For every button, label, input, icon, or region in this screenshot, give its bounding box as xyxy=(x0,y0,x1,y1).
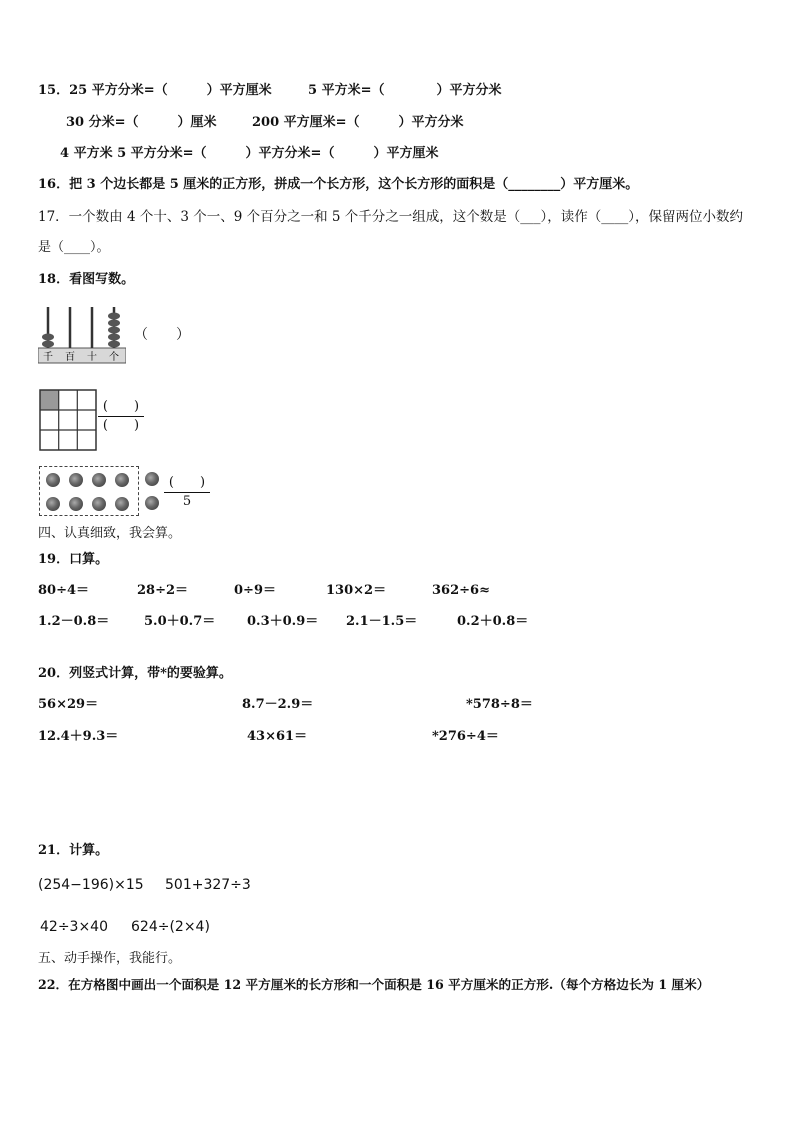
q15-part-b: 5 平方米=（ ）平方分米 xyxy=(308,83,502,98)
dot xyxy=(46,473,60,487)
dots-fraction-numerator: ( ) xyxy=(164,474,210,493)
q20-r2-c2: 43×61＝ xyxy=(247,729,308,744)
dot xyxy=(69,497,83,511)
q15-part-c: 30 分米=（ ）厘米 xyxy=(66,115,217,130)
q19-r1-c2: 28÷2＝ xyxy=(137,583,189,598)
q19-r2-c2: 5.0＋0.7＝ xyxy=(144,614,216,629)
q20-title: 20．列竖式计算，带*的要验算。 xyxy=(38,666,232,681)
section-4-heading: 四、认真细致，我会算。 xyxy=(38,526,182,541)
dot xyxy=(145,496,159,510)
dots-dashed-box xyxy=(39,466,139,516)
q20-r1-c1: 56×29＝ xyxy=(38,697,99,712)
q15-part-e: 4 平方米 5 平方分米=（ ）平方分米=（ ）平方厘米 xyxy=(60,146,439,161)
q18-title: 18．看图写数。 xyxy=(38,272,135,287)
q20-r2-c1: 12.4＋9.3＝ xyxy=(38,729,119,744)
fraction-grid-figure xyxy=(39,389,97,451)
dot xyxy=(46,497,60,511)
dot xyxy=(115,497,129,511)
q19-r2-c3: 0.3＋0.9＝ xyxy=(247,614,319,629)
section-5-heading: 五、动手操作，我能行。 xyxy=(38,951,182,966)
q15-part-d: 200 平方厘米=（ ）平方分米 xyxy=(252,115,464,130)
q16-text: 16．把 3 个边长都是 5 厘米的正方形，拼成一个长方形，这个长方形的面积是（________）平方厘米。 xyxy=(38,177,639,192)
dot xyxy=(92,473,106,487)
abacus-label-ones: 个 xyxy=(109,352,119,363)
abacus-answer-blank: （ ） xyxy=(134,327,190,343)
dots-fraction xyxy=(164,474,210,511)
abacus-figure xyxy=(38,305,126,365)
q20-r2-c3: *276÷4＝ xyxy=(432,729,499,744)
abacus-label-tens: 十 xyxy=(87,352,97,363)
q22-text: 22．在方格图中画出一个面积是 12 平方厘米的长方形和一个面积是 16 平方厘米的正方形.（每个方格边长为 1 厘米） xyxy=(38,977,710,992)
q19-r1-c1: 80÷4＝ xyxy=(38,583,90,598)
q21-expr-4: 624÷(2×4) xyxy=(131,919,210,935)
q19-r2-c5: 0.2＋0.8＝ xyxy=(457,614,529,629)
dots-fraction-denominator: 5 xyxy=(182,494,192,509)
grid-fraction-denominator: ( ) xyxy=(102,418,140,433)
q17-line1: 17．一个数由 4 个十、3 个一、9 个百分之一和 5 个千分之一组成，这个数是（___），读作（____），保留两位小数约 xyxy=(38,209,744,225)
q19-r2-c1: 1.2－0.8＝ xyxy=(38,614,110,629)
q21-title: 21．计算。 xyxy=(38,843,109,858)
q19-r1-c5: 362÷6≈ xyxy=(432,583,490,598)
q17-line2: 是（____）。 xyxy=(38,240,110,255)
dot xyxy=(69,473,83,487)
q19-title: 19．口算。 xyxy=(38,552,109,567)
q15-part-a: 15．25 平方分米=（ ）平方厘米 xyxy=(38,83,272,98)
q20-r1-c2: 8.7－2.9＝ xyxy=(242,697,314,712)
abacus-beads xyxy=(42,313,120,348)
dot xyxy=(92,497,106,511)
dot xyxy=(145,472,159,486)
grid-fraction-numerator: ( ) xyxy=(98,398,144,417)
q21-expr-1: (254−196)×15 xyxy=(38,877,144,893)
q20-r1-c3: *578÷8＝ xyxy=(466,697,533,712)
q21-expr-3: 42÷3×40 xyxy=(40,919,108,935)
abacus-label-hundreds: 百 xyxy=(65,352,75,363)
q19-r1-c3: 0÷9＝ xyxy=(234,583,276,598)
grid-fraction xyxy=(98,398,144,435)
abacus-label-thousands: 千 xyxy=(43,352,53,363)
dot xyxy=(115,473,129,487)
q21-expr-2: 501+327÷3 xyxy=(165,877,251,893)
q19-r2-c4: 2.1－1.5＝ xyxy=(346,614,418,629)
q19-r1-c4: 130×2＝ xyxy=(326,583,387,598)
